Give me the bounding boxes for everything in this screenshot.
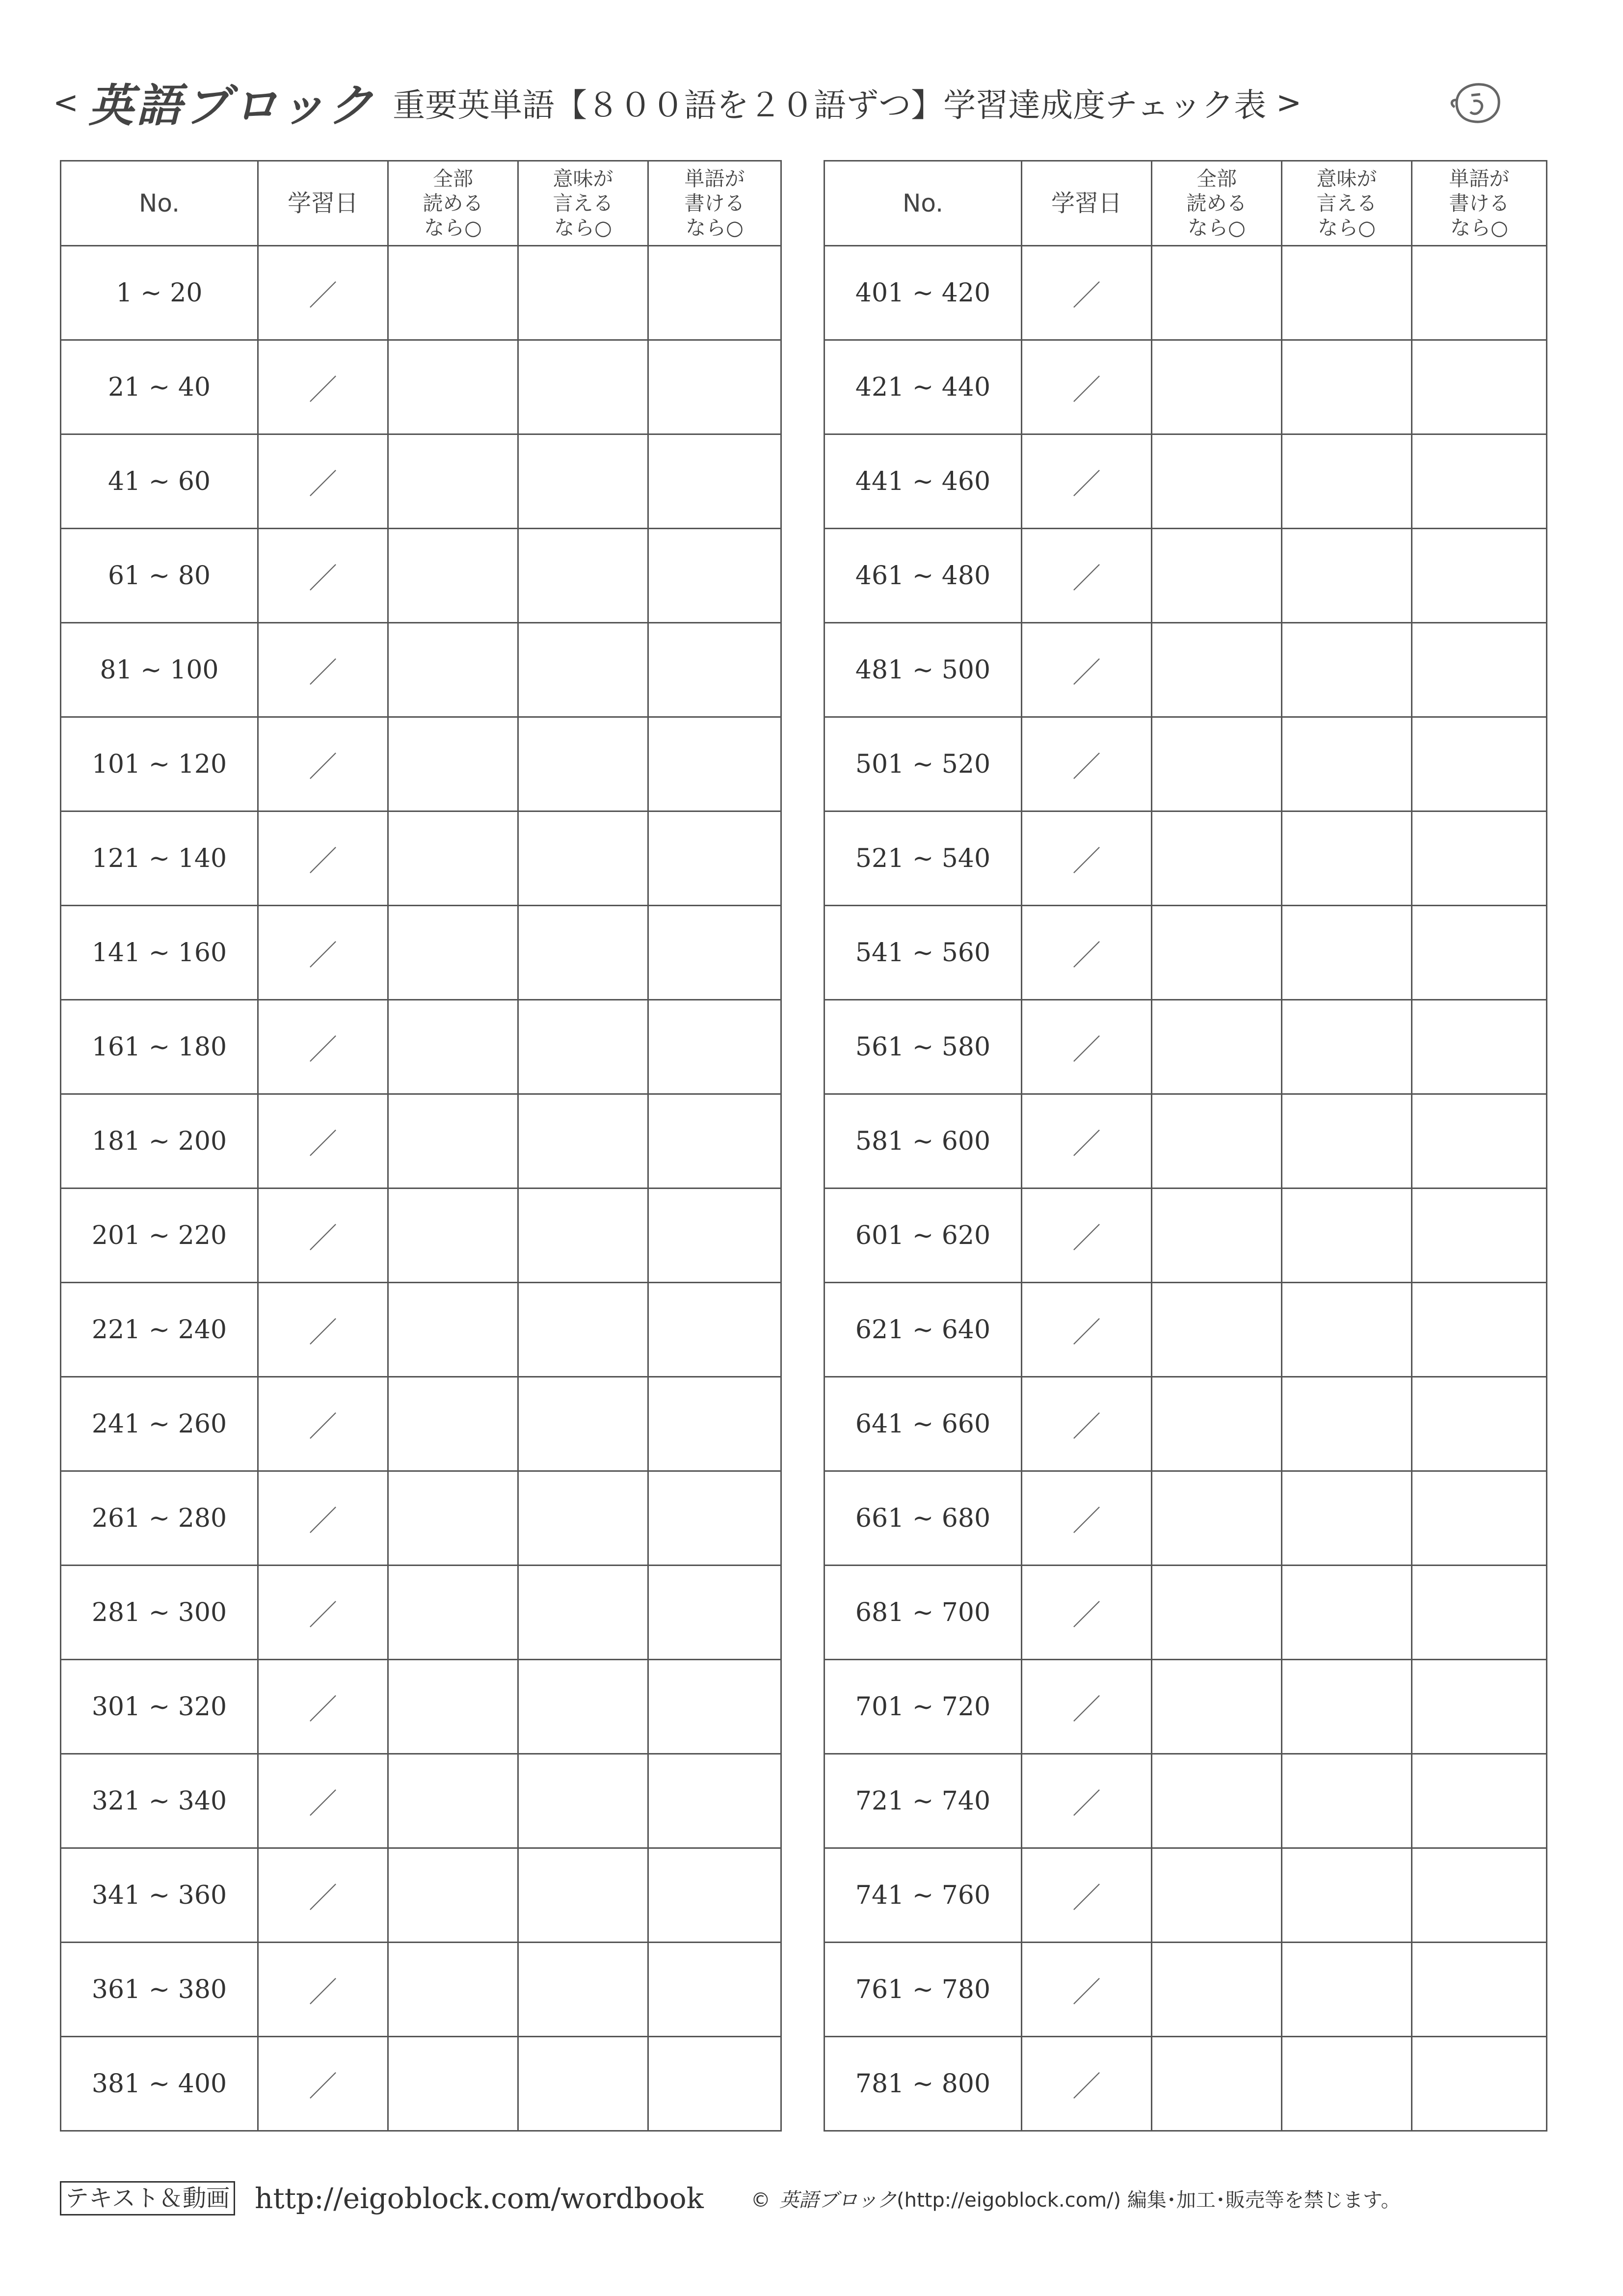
smiley-face-icon (1447, 78, 1505, 127)
can-read-cell[interactable] (388, 1189, 518, 1283)
title-text: 重要英単語【８００語を２０語ずつ】学習達成度チェック表 (393, 86, 1267, 124)
table-row (825, 1094, 1547, 1189)
can-write-cell[interactable] (648, 1000, 781, 1094)
title-close-bracket: > (1276, 84, 1302, 120)
table-row (61, 1189, 781, 1283)
can-read-cell[interactable] (388, 811, 518, 906)
word-range: 461 ~ 480 (825, 529, 1022, 623)
table-row (61, 434, 781, 529)
study-date-cell[interactable]: ／ (1022, 811, 1152, 906)
can-say-meaning-cell[interactable] (518, 1848, 648, 1943)
can-read-cell[interactable] (1152, 2037, 1282, 2131)
can-write-cell[interactable] (648, 1094, 781, 1189)
table-row (61, 623, 781, 717)
can-say-meaning-cell[interactable] (518, 623, 648, 717)
word-range: 601 ~ 620 (825, 1189, 1022, 1283)
study-date-cell[interactable]: ／ (1022, 1566, 1152, 1660)
can-read-cell[interactable] (1152, 1283, 1282, 1377)
study-date-cell[interactable]: ／ (1022, 1754, 1152, 1848)
can-say-meaning-cell[interactable] (1282, 529, 1412, 623)
study-date-cell[interactable]: ／ (1022, 246, 1152, 340)
can-write-cell[interactable] (648, 1189, 781, 1283)
can-read-cell[interactable] (1152, 340, 1282, 434)
can-say-meaning-cell[interactable] (1282, 623, 1412, 717)
can-say-meaning-cell[interactable] (1282, 906, 1412, 1000)
can-say-meaning-cell[interactable] (1282, 1283, 1412, 1377)
table-row (61, 1094, 781, 1189)
study-date-cell[interactable]: ／ (258, 434, 388, 529)
table-row (61, 2037, 781, 2131)
study-date-cell[interactable]: ／ (1022, 1094, 1152, 1189)
table-row (61, 1000, 781, 1094)
can-write-cell[interactable] (1412, 1189, 1547, 1283)
header-can-write: 単語が 書ける なら○ (648, 161, 781, 246)
table-row (61, 1471, 781, 1566)
can-say-meaning-cell[interactable] (1282, 1943, 1412, 2037)
can-read-cell[interactable] (1152, 1660, 1282, 1754)
word-range: 21 ~ 40 (61, 340, 258, 434)
study-date-cell[interactable]: ／ (258, 1094, 388, 1189)
header-can-write: 単語が 書ける なら○ (1412, 161, 1547, 246)
can-write-cell[interactable] (648, 1660, 781, 1754)
study-date-cell[interactable]: ／ (258, 1377, 388, 1471)
can-write-cell[interactable] (648, 1471, 781, 1566)
can-say-meaning-cell[interactable] (518, 1471, 648, 1566)
can-write-cell[interactable] (1412, 1000, 1547, 1094)
can-read-cell[interactable] (388, 1754, 518, 1848)
can-write-cell[interactable] (1412, 811, 1547, 906)
table-row (825, 246, 1547, 340)
word-range: 261 ~ 280 (61, 1471, 258, 1566)
table-row (61, 1660, 781, 1754)
header-can-read: 全部 読める なら○ (1152, 161, 1282, 246)
can-read-cell[interactable] (1152, 246, 1282, 340)
study-date-cell[interactable]: ／ (258, 1943, 388, 2037)
can-say-meaning-cell[interactable] (1282, 434, 1412, 529)
can-write-cell[interactable] (1412, 1094, 1547, 1189)
can-say-meaning-cell[interactable] (1282, 1754, 1412, 1848)
can-write-cell[interactable] (1412, 1848, 1547, 1943)
study-date-cell[interactable]: ／ (258, 1754, 388, 1848)
word-range: 581 ~ 600 (825, 1094, 1022, 1189)
study-date-cell[interactable]: ／ (258, 1000, 388, 1094)
word-range: 1 ~ 20 (61, 246, 258, 340)
table-row (61, 1848, 781, 1943)
can-read-cell[interactable] (1152, 1471, 1282, 1566)
word-range: 121 ~ 140 (61, 811, 258, 906)
copyright-brand: 英語ブロック (779, 2188, 897, 2212)
right-table-body (825, 246, 1547, 2131)
can-read-cell[interactable] (1152, 1754, 1282, 1848)
can-read-cell[interactable] (1152, 1377, 1282, 1471)
word-range: 81 ~ 100 (61, 623, 258, 717)
word-range: 701 ~ 720 (825, 1660, 1022, 1754)
table-row (825, 811, 1547, 906)
can-write-cell[interactable] (1412, 906, 1547, 1000)
study-date-cell[interactable]: ／ (258, 529, 388, 623)
study-date-cell[interactable]: ／ (1022, 1660, 1152, 1754)
can-write-cell[interactable] (1412, 1660, 1547, 1754)
table-row (61, 1566, 781, 1660)
can-write-cell[interactable] (1412, 1377, 1547, 1471)
can-read-cell[interactable] (1152, 1000, 1282, 1094)
table-row (61, 1754, 781, 1848)
study-date-cell[interactable]: ／ (1022, 2037, 1152, 2131)
checklist-table-right (824, 160, 1547, 2132)
study-date-cell[interactable]: ／ (1022, 906, 1152, 1000)
word-range: 101 ~ 120 (61, 717, 258, 811)
can-read-cell[interactable] (388, 1660, 518, 1754)
can-write-cell[interactable] (1412, 246, 1547, 340)
word-range: 781 ~ 800 (825, 2037, 1022, 2131)
table-row (61, 906, 781, 1000)
checklist-table-left (60, 160, 782, 2132)
can-say-meaning-cell[interactable] (518, 1943, 648, 2037)
word-range: 281 ~ 300 (61, 1566, 258, 1660)
can-read-cell[interactable] (1152, 1189, 1282, 1283)
can-write-cell[interactable] (648, 623, 781, 717)
can-say-meaning-cell[interactable] (1282, 811, 1412, 906)
can-say-meaning-cell[interactable] (1282, 1000, 1412, 1094)
can-read-cell[interactable] (388, 529, 518, 623)
table-row (825, 1660, 1547, 1754)
can-say-meaning-cell[interactable] (1282, 340, 1412, 434)
can-write-cell[interactable] (648, 1566, 781, 1660)
can-say-meaning-cell[interactable] (518, 1283, 648, 1377)
can-say-meaning-cell[interactable] (518, 906, 648, 1000)
study-date-cell[interactable]: ／ (1022, 623, 1152, 717)
can-write-cell[interactable] (648, 1943, 781, 2037)
study-date-cell[interactable]: ／ (1022, 1471, 1152, 1566)
can-say-meaning-cell[interactable] (1282, 1566, 1412, 1660)
word-range: 161 ~ 180 (61, 1000, 258, 1094)
table-row (61, 717, 781, 811)
word-range: 401 ~ 420 (825, 246, 1022, 340)
can-say-meaning-cell[interactable] (1282, 1189, 1412, 1283)
study-date-cell[interactable]: ／ (1022, 340, 1152, 434)
table-row (825, 1566, 1547, 1660)
can-say-meaning-cell[interactable] (1282, 1848, 1412, 1943)
can-read-cell[interactable] (1152, 1848, 1282, 1943)
header-study-date: 学習日 (258, 161, 388, 246)
table-row (61, 1283, 781, 1377)
table-row (61, 529, 781, 623)
word-range: 481 ~ 500 (825, 623, 1022, 717)
table-row (825, 1943, 1547, 2037)
word-range: 641 ~ 660 (825, 1377, 1022, 1471)
word-range: 381 ~ 400 (61, 2037, 258, 2131)
table-row (825, 2037, 1547, 2131)
word-range: 661 ~ 680 (825, 1471, 1022, 1566)
study-date-cell[interactable]: ／ (1022, 1943, 1152, 2037)
can-write-cell[interactable] (648, 434, 781, 529)
word-range: 221 ~ 240 (61, 1283, 258, 1377)
copyright-notice (751, 2185, 1401, 2213)
word-range: 61 ~ 80 (61, 529, 258, 623)
study-date-cell[interactable]: ／ (258, 1471, 388, 1566)
can-read-cell[interactable] (388, 246, 518, 340)
header-no: No. (61, 161, 258, 246)
can-write-cell[interactable] (1412, 717, 1547, 811)
can-say-meaning-cell[interactable] (1282, 2037, 1412, 2131)
table-row (61, 246, 781, 340)
table-row (825, 434, 1547, 529)
can-say-meaning-cell[interactable] (518, 1377, 648, 1471)
study-date-cell[interactable]: ／ (1022, 1283, 1152, 1377)
can-write-cell[interactable] (1412, 529, 1547, 623)
can-say-meaning-cell[interactable] (518, 811, 648, 906)
header-can-say-meaning: 意味が 言える なら○ (518, 161, 648, 246)
can-write-cell[interactable] (1412, 434, 1547, 529)
logo: 英語ブロック (88, 80, 376, 132)
can-write-cell[interactable] (648, 906, 781, 1000)
can-read-cell[interactable] (1152, 434, 1282, 529)
study-date-cell[interactable]: ／ (258, 340, 388, 434)
can-write-cell[interactable] (648, 1283, 781, 1377)
can-say-meaning-cell[interactable] (1282, 1094, 1412, 1189)
can-write-cell[interactable] (1412, 1943, 1547, 2037)
study-date-cell[interactable]: ／ (1022, 1189, 1152, 1283)
study-date-cell[interactable]: ／ (258, 246, 388, 340)
table-row (825, 906, 1547, 1000)
can-write-cell[interactable] (648, 1848, 781, 1943)
can-read-cell[interactable] (388, 623, 518, 717)
table-row (825, 1471, 1547, 1566)
can-say-meaning-cell[interactable] (518, 529, 648, 623)
can-write-cell[interactable] (1412, 623, 1547, 717)
can-read-cell[interactable] (1152, 623, 1282, 717)
can-write-cell[interactable] (1412, 1754, 1547, 1848)
word-range: 361 ~ 380 (61, 1943, 258, 2037)
can-write-cell[interactable] (1412, 340, 1547, 434)
page-title (43, 73, 1368, 132)
can-say-meaning-cell[interactable] (518, 717, 648, 811)
table-row (825, 1283, 1547, 1377)
copyright-url: (http://eigoblock.com/) (897, 2188, 1121, 2212)
word-range: 721 ~ 740 (825, 1754, 1022, 1848)
study-date-cell[interactable]: ／ (258, 906, 388, 1000)
word-range: 421 ~ 440 (825, 340, 1022, 434)
study-date-cell[interactable]: ／ (1022, 1377, 1152, 1471)
can-say-meaning-cell[interactable] (1282, 1471, 1412, 1566)
can-say-meaning-cell[interactable] (518, 1566, 648, 1660)
table-row (825, 623, 1547, 717)
table-row (825, 1754, 1547, 1848)
can-read-cell[interactable] (388, 434, 518, 529)
left-table-body (61, 246, 781, 2131)
table-row (825, 717, 1547, 811)
copyright-mark: © (750, 2188, 771, 2212)
can-read-cell[interactable] (388, 1377, 518, 1471)
study-date-cell[interactable]: ／ (1022, 434, 1152, 529)
can-write-cell[interactable] (1412, 1566, 1547, 1660)
can-write-cell[interactable] (648, 1754, 781, 1848)
can-read-cell[interactable] (388, 717, 518, 811)
study-date-cell[interactable]: ／ (258, 1189, 388, 1283)
can-say-meaning-cell[interactable] (1282, 1377, 1412, 1471)
can-read-cell[interactable] (388, 906, 518, 1000)
footer (60, 2179, 1562, 2218)
can-read-cell[interactable] (388, 2037, 518, 2131)
word-range: 621 ~ 640 (825, 1283, 1022, 1377)
can-say-meaning-cell[interactable] (518, 1189, 648, 1283)
can-say-meaning-cell[interactable] (518, 2037, 648, 2131)
can-read-cell[interactable] (1152, 906, 1282, 1000)
word-range: 181 ~ 200 (61, 1094, 258, 1189)
study-date-cell[interactable]: ／ (258, 623, 388, 717)
study-date-cell[interactable]: ／ (258, 811, 388, 906)
word-range: 341 ~ 360 (61, 1848, 258, 1943)
can-write-cell[interactable] (648, 1377, 781, 1471)
can-write-cell[interactable] (1412, 2037, 1547, 2131)
copyright-text: 編集･加工･販売等を禁じます。 (1127, 2188, 1401, 2212)
study-date-cell[interactable]: ／ (1022, 1000, 1152, 1094)
can-write-cell[interactable] (648, 246, 781, 340)
word-range: 301 ~ 320 (61, 1660, 258, 1754)
study-date-cell[interactable]: ／ (258, 2037, 388, 2131)
header-can-say-meaning: 意味が 言える なら○ (1282, 161, 1412, 246)
footer-text-video-label: テキスト＆動画 (60, 2181, 235, 2215)
word-range: 681 ~ 700 (825, 1566, 1022, 1660)
can-read-cell[interactable] (1152, 529, 1282, 623)
table-row (825, 1189, 1547, 1283)
can-say-meaning-cell[interactable] (518, 1000, 648, 1094)
can-write-cell[interactable] (1412, 1471, 1547, 1566)
table-row (825, 1848, 1547, 1943)
word-range: 41 ~ 60 (61, 434, 258, 529)
can-read-cell[interactable] (388, 1566, 518, 1660)
table-row (825, 1377, 1547, 1471)
can-read-cell[interactable] (1152, 1943, 1282, 2037)
can-write-cell[interactable] (648, 811, 781, 906)
can-read-cell[interactable] (388, 1943, 518, 2037)
word-range: 741 ~ 760 (825, 1848, 1022, 1943)
can-read-cell[interactable] (388, 1848, 518, 1943)
study-date-cell[interactable]: ／ (258, 1566, 388, 1660)
title-open-bracket: < (53, 84, 79, 120)
can-say-meaning-cell[interactable] (518, 434, 648, 529)
can-say-meaning-cell[interactable] (518, 1094, 648, 1189)
table-row (825, 340, 1547, 434)
can-write-cell[interactable] (1412, 1283, 1547, 1377)
word-range: 201 ~ 220 (61, 1189, 258, 1283)
study-date-cell[interactable]: ／ (1022, 1848, 1152, 1943)
can-say-meaning-cell[interactable] (1282, 246, 1412, 340)
word-range: 521 ~ 540 (825, 811, 1022, 906)
can-write-cell[interactable] (648, 717, 781, 811)
word-range: 141 ~ 160 (61, 906, 258, 1000)
table-row (61, 811, 781, 906)
study-date-cell[interactable]: ／ (258, 1283, 388, 1377)
footer-wordbook-link[interactable]: http://eigoblock.com/wordbook (255, 2182, 704, 2215)
can-read-cell[interactable] (388, 1094, 518, 1189)
word-range: 321 ~ 340 (61, 1754, 258, 1848)
study-date-cell[interactable]: ／ (258, 717, 388, 811)
can-say-meaning-cell[interactable] (518, 246, 648, 340)
table-row (61, 340, 781, 434)
can-read-cell[interactable] (388, 1000, 518, 1094)
word-range: 441 ~ 460 (825, 434, 1022, 529)
can-read-cell[interactable] (1152, 717, 1282, 811)
table-row (825, 529, 1547, 623)
header-no: No. (825, 161, 1022, 246)
header-study-date: 学習日 (1022, 161, 1152, 246)
word-range: 241 ~ 260 (61, 1377, 258, 1471)
can-read-cell[interactable] (388, 1283, 518, 1377)
can-say-meaning-cell[interactable] (518, 340, 648, 434)
can-read-cell[interactable] (388, 1471, 518, 1566)
word-range: 541 ~ 560 (825, 906, 1022, 1000)
study-date-cell[interactable]: ／ (258, 1848, 388, 1943)
table-row (61, 1377, 781, 1471)
can-read-cell[interactable] (1152, 1094, 1282, 1189)
word-range: 761 ~ 780 (825, 1943, 1022, 2037)
study-date-cell[interactable]: ／ (1022, 529, 1152, 623)
can-write-cell[interactable] (648, 529, 781, 623)
can-say-meaning-cell[interactable] (1282, 1660, 1412, 1754)
word-range: 501 ~ 520 (825, 717, 1022, 811)
word-range: 561 ~ 580 (825, 1000, 1022, 1094)
can-write-cell[interactable] (648, 340, 781, 434)
can-say-meaning-cell[interactable] (518, 1754, 648, 1848)
can-say-meaning-cell[interactable] (1282, 717, 1412, 811)
header-can-read: 全部 読める なら○ (388, 161, 518, 246)
can-read-cell[interactable] (1152, 811, 1282, 906)
can-read-cell[interactable] (388, 340, 518, 434)
table-row (825, 1000, 1547, 1094)
can-say-meaning-cell[interactable] (518, 1660, 648, 1754)
can-write-cell[interactable] (648, 2037, 781, 2131)
study-date-cell[interactable]: ／ (1022, 717, 1152, 811)
study-date-cell[interactable]: ／ (258, 1660, 388, 1754)
can-read-cell[interactable] (1152, 1566, 1282, 1660)
table-row (61, 1943, 781, 2037)
